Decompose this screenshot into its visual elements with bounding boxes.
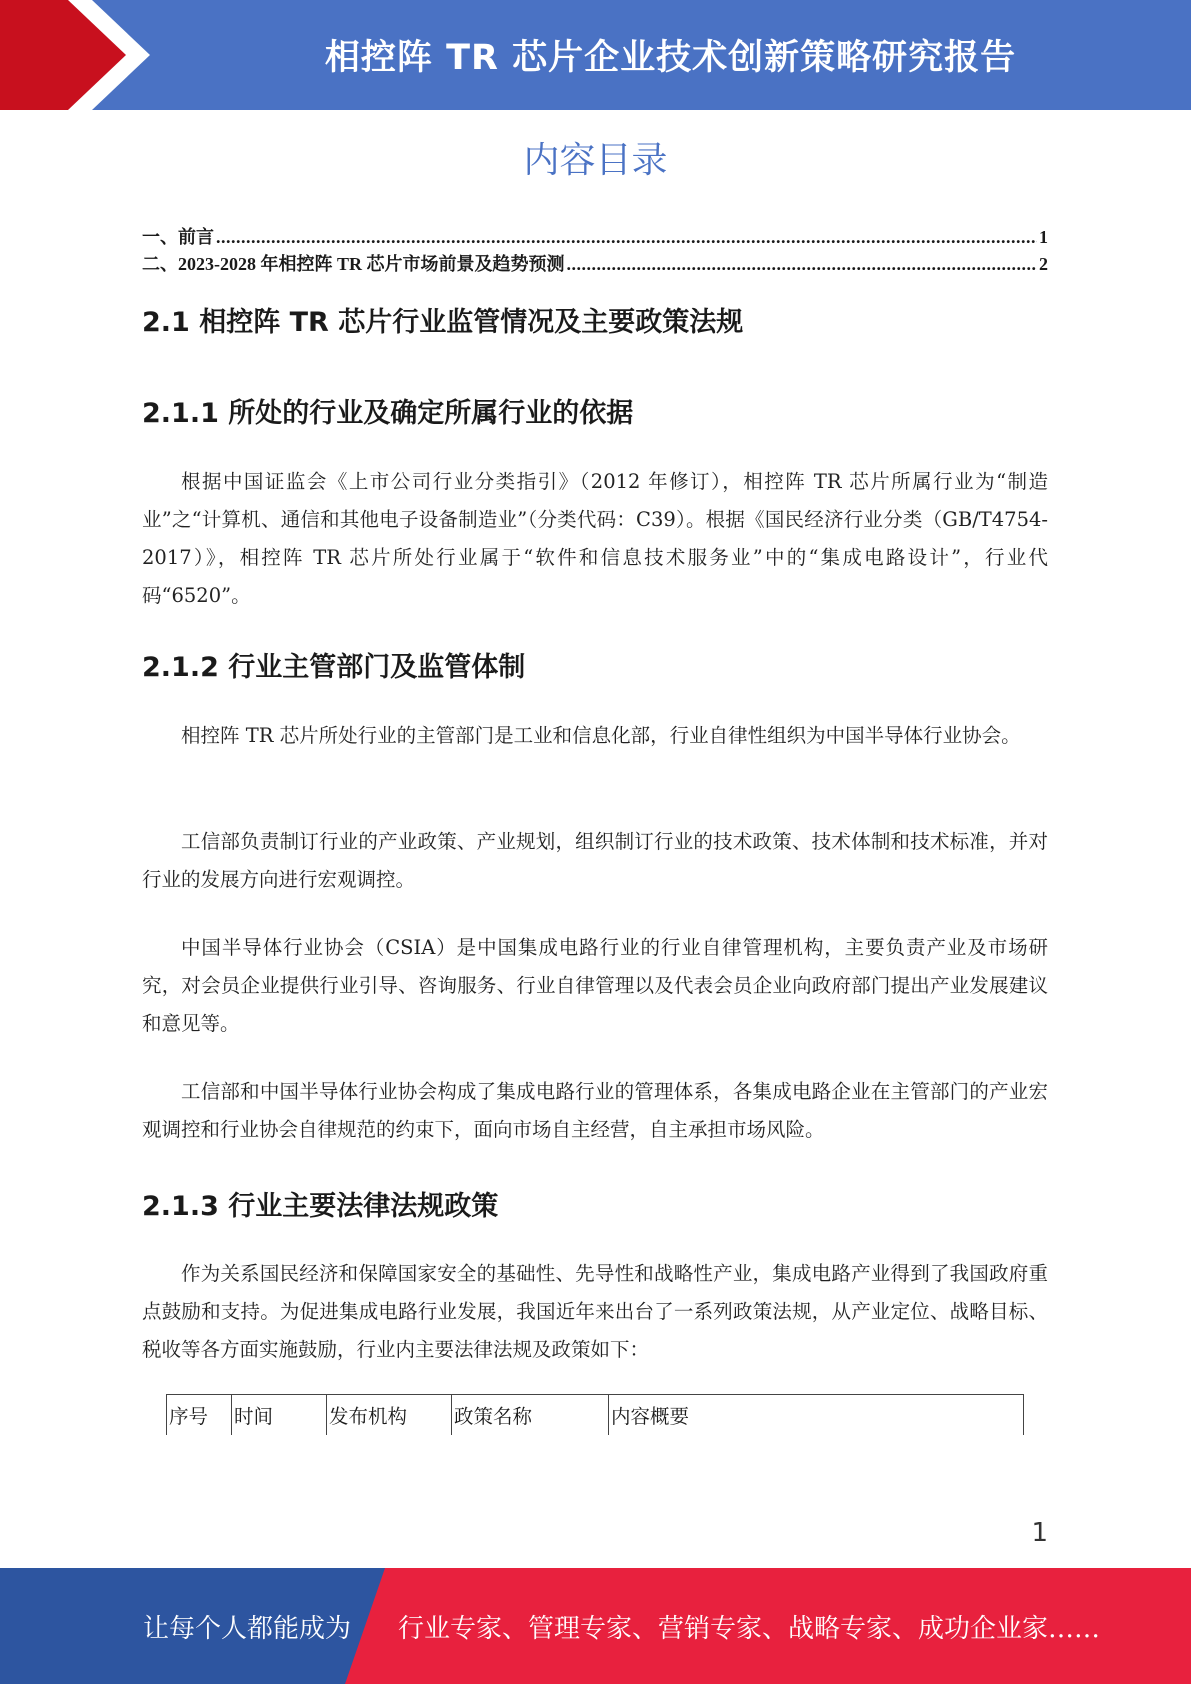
table-header-cell: 政策名称 [452,1395,609,1436]
toc-list [142,223,1048,277]
policy-table [166,1394,1024,1435]
paragraph: 工信部负责制订行业的产业政策、产业规划，组织制订行业的技术政策、技术体制和技术标准，并对行业的发展方向进行宏观调控。 [142,830,1048,891]
toc-leader-dots [567,254,1038,275]
paragraph: 相控阵 TR 芯片所处行业的主管部门是工业和信息化部，行业自律性组织为中国半导体行业协会。 [181,724,1021,747]
section-heading-2-1-3: 2.1.3 行业主要法律法规政策 [142,1191,499,1222]
toc-heading: 内容目录 [523,140,668,181]
section-heading-2-1-1: 2.1.1 所处的行业及确定所属行业的依据 [142,398,634,429]
section-heading-2-1: 2.1 相控阵 TR 芯片行业监管情况及主要政策法规 [142,307,744,338]
toc-entry-label: 二、2023-2028 年相控阵 TR 芯片市场前景及趋势预测 [142,254,565,274]
footer-slogan-left: 让每个人都能成为 [143,1613,352,1644]
paragraph: 根据中国证监会《上市公司行业分类指引》（2012 年修订），相控阵 TR 芯片所属行业为“制造业”之“计算机、通信和其他电子设备制造业”（分类代码：C39）。根据《国民经济行业分类（GB/T4754-2017）》，相控阵 TR 芯片所处行业属于“软件和信息技术服务业”中的“集成电路设计”，行业代码“6520”。 [142,470,1048,607]
toc-entry-label: 一、前言 [142,227,214,247]
toc-entry-page: 1 [1039,227,1048,247]
table-header-cell: 序号 [167,1395,232,1436]
page-number: 1 [1031,1518,1048,1548]
toc-entry[interactable] [142,250,1048,277]
section-heading-2-1-2: 2.1.2 行业主管部门及监管体制 [142,652,526,683]
footer-banner [0,1568,1191,1684]
header-arrow-accent [0,0,160,110]
table-header-row [167,1395,1024,1436]
table-header-cell: 发布机构 [327,1395,452,1436]
table-header-cell: 内容概要 [609,1395,1024,1436]
paragraph: 作为关系国民经济和保障国家安全的基础性、先导性和战略性产业，集成电路产业得到了我国政府重点鼓励和支持。为促进集成电路行业发展，我国近年来出台了一系列政策法规，从产业定位、战略目标、税收等各方面实施鼓励，行业内主要法律法规及政策如下： [142,1262,1048,1361]
paragraph: 工信部和中国半导体行业协会构成了集成电路行业的管理体系，各集成电路企业在主管部门的产业宏观调控和行业协会自律规范的约束下，面向市场自主经营，自主承担市场风险。 [142,1080,1048,1141]
toc-leader-dots [216,227,1037,248]
toc-entry[interactable] [142,223,1048,250]
report-title: 相控阵 TR 芯片企业技术创新策略研究报告 [324,38,1017,78]
toc-entry-page: 2 [1039,254,1048,274]
header-bar [0,0,1191,110]
footer-slogan-right: 行业专家、管理专家、营销专家、战略专家、成功企业家…… [398,1613,1101,1644]
paragraph: 中国半导体行业协会（CSIA）是中国集成电路行业的行业自律管理机构，主要负责产业及市场研究，对会员企业提供行业引导、咨询服务、行业自律管理以及代表会员企业向政府部门提出产业发展建议和意见等。 [142,936,1048,1035]
table-header-cell: 时间 [232,1395,327,1436]
